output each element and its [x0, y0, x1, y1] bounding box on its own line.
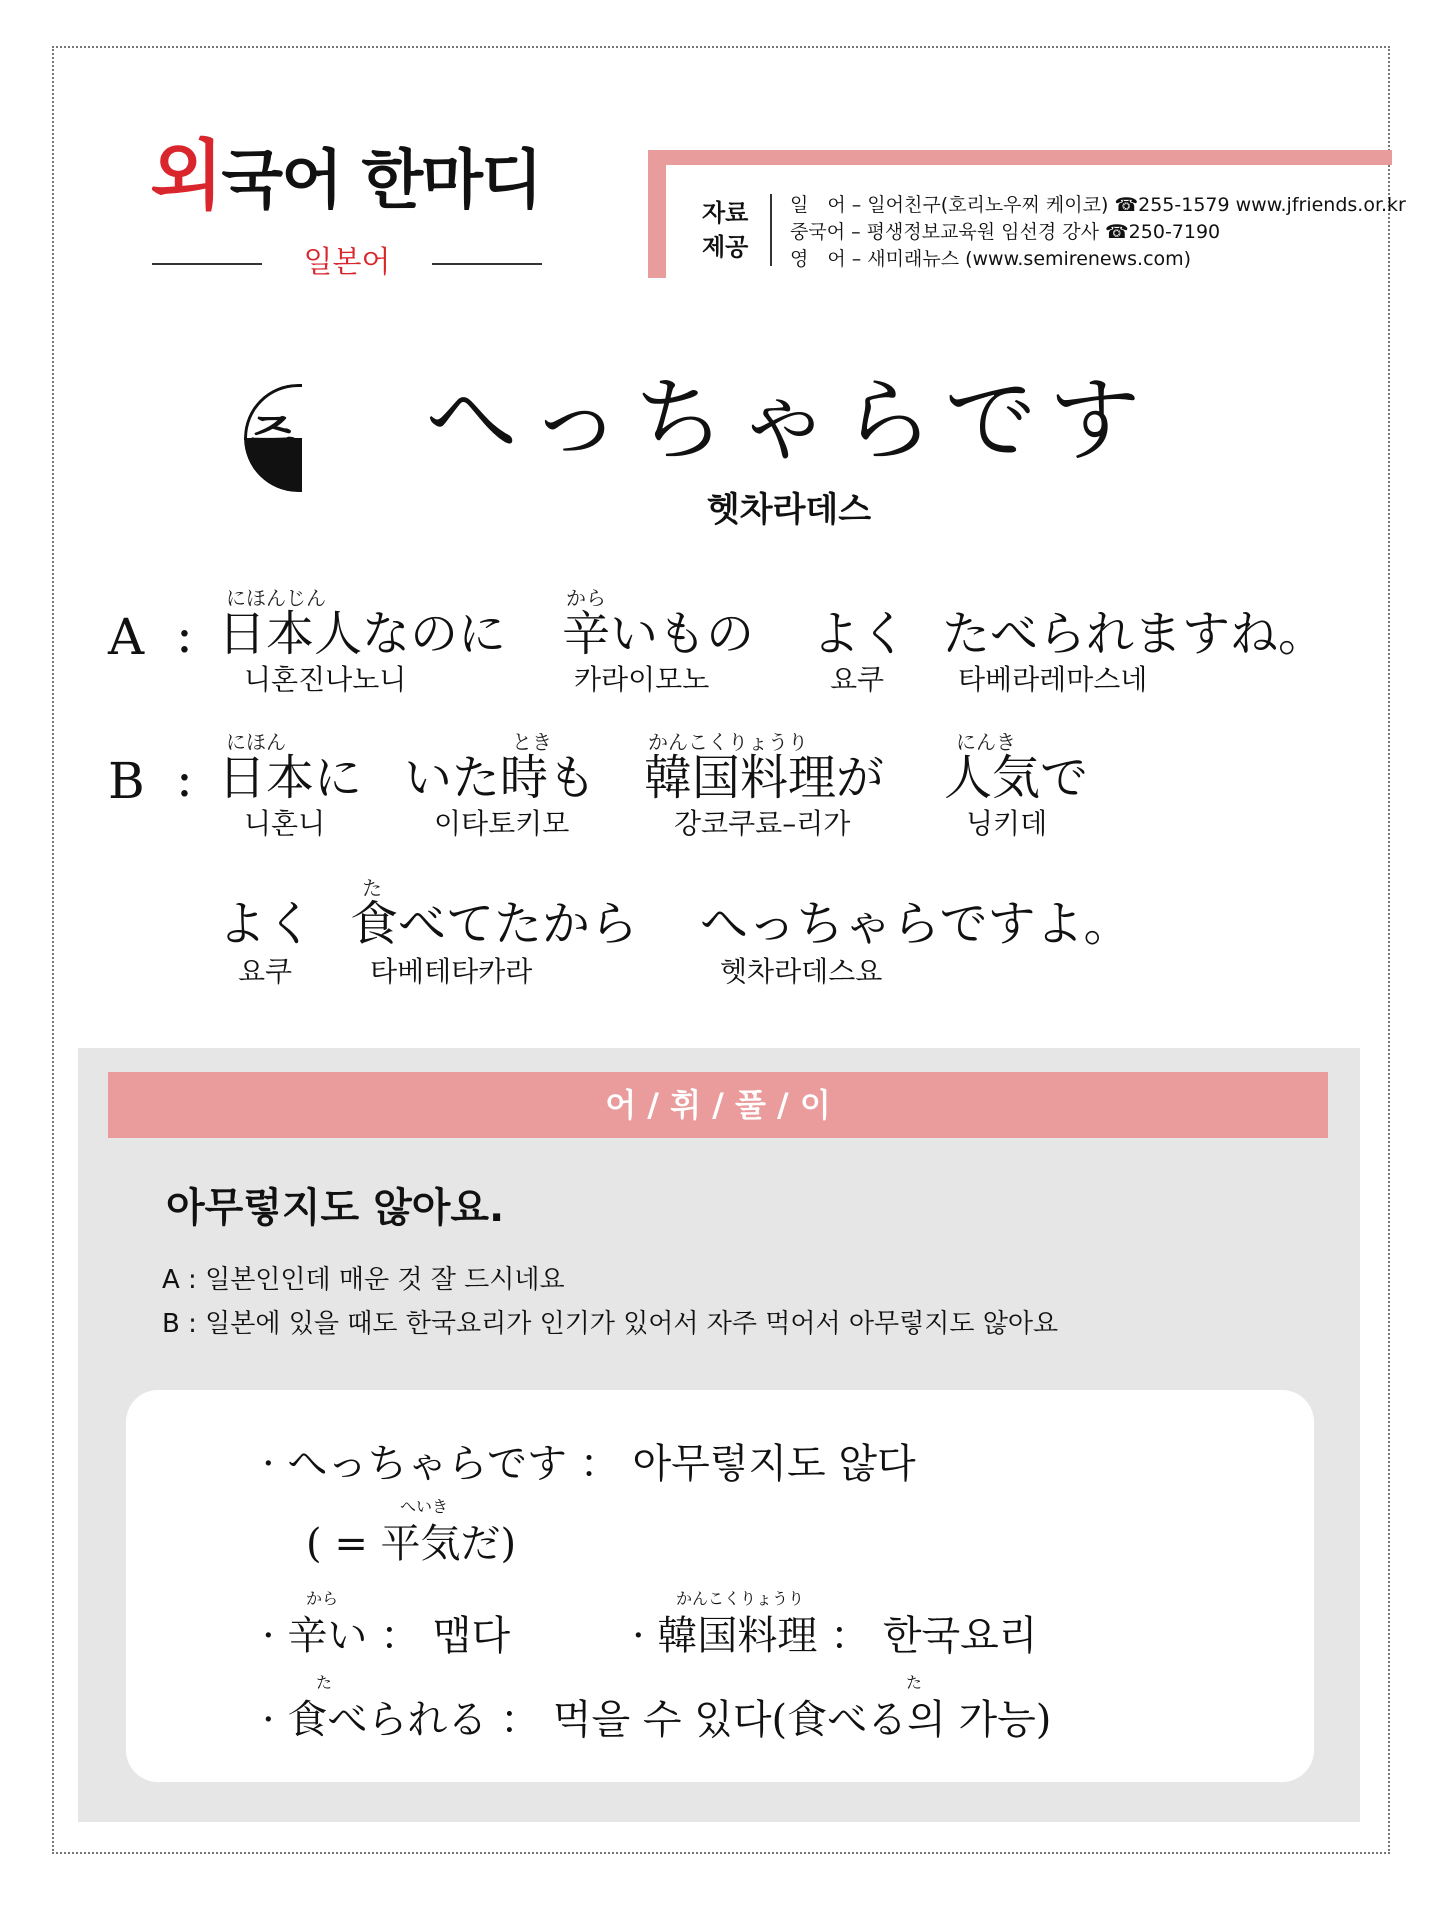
korean-reading: 강코쿠료–리가	[674, 807, 851, 840]
furigana: から	[306, 1589, 339, 1608]
series-title-rest: 국어 한마디	[221, 144, 541, 218]
series-title	[150, 131, 541, 220]
phrase-reading: 헷차라데스	[706, 490, 872, 530]
vocab-item: · 辛い ： 맵다	[262, 1613, 511, 1659]
vocab-item: · へっちゃらです ： 아무렇지도 않다	[262, 1441, 916, 1487]
dialogue-segment: 日本人なのに	[218, 606, 507, 662]
dialogue-segment: 日本に	[218, 750, 363, 806]
furigana: た	[316, 1673, 333, 1692]
dialogue-segment: いた時も	[404, 750, 597, 806]
dialogue-segment: 人気で	[944, 750, 1089, 806]
source-divider	[770, 194, 772, 266]
vocab-item: · 韓国料理 ： 한국요리	[632, 1613, 1038, 1659]
furigana: にほんじん	[226, 586, 326, 610]
dialogue-segment: たべられますね。	[942, 606, 1327, 662]
korean-reading: 요쿠	[238, 955, 293, 988]
korean-reading: 타베테타카라	[370, 955, 533, 988]
speaker-a-colon: :	[176, 606, 193, 664]
korean-reading: 니혼진나노니	[244, 663, 407, 696]
source-list	[790, 192, 1406, 273]
korean-reading: 헷차라데스요	[720, 955, 883, 988]
korean-reading: 닝키데	[966, 807, 1048, 840]
dialogue-segment: 辛いもの	[562, 606, 755, 662]
vocab-item: · 食べられる ： 먹을 수 있다(食べる의 가능)	[262, 1697, 1052, 1743]
speaker-b: B	[108, 752, 145, 810]
divider	[432, 263, 542, 265]
furigana: た	[362, 876, 382, 900]
vocab-headline: 아무렇지도 않아요.	[166, 1185, 505, 1231]
translation-a: A : 일본인인데 매운 것 잘 드시네요	[162, 1265, 565, 1295]
translation-b: B : 일본에 있을 때도 한국요리가 인기가 있어서 자주 먹어서 아무렇지도 않아요	[162, 1309, 1059, 1339]
korean-reading: 카라이모노	[574, 663, 710, 696]
source-box-top-bar	[648, 150, 1392, 165]
furigana: にんき	[956, 730, 1016, 754]
furigana: かんこくりょうり	[648, 730, 808, 754]
korean-reading: 요쿠	[830, 663, 885, 696]
korean-reading: 이타토키모	[434, 807, 570, 840]
source-label-line1: 자료	[702, 199, 749, 227]
source-chinese: 중국어 – 평생정보교육원 임선경 강사 ☎250-7190	[790, 221, 1221, 243]
language-label: 일본어	[303, 245, 391, 280]
furigana: へいき	[400, 1497, 449, 1516]
badge-char: 주	[250, 410, 296, 464]
source-label	[702, 196, 748, 264]
vocab-translation	[162, 1258, 1058, 1346]
dialogue-segment: へっちゃらですよ。	[700, 896, 1132, 952]
korean-reading: 니혼니	[244, 807, 326, 840]
speaker-b-colon: :	[176, 750, 193, 808]
korean-reading: 타베라레마스네	[958, 663, 1148, 696]
source-english: 영 어 – 새미래뉴스 (www.semirenews.com)	[790, 248, 1192, 270]
furigana: かんこくりょうり	[676, 1589, 805, 1608]
series-title-first-char: 외	[150, 131, 222, 220]
language-subtitle	[152, 245, 542, 280]
furigana: にほん	[226, 730, 286, 754]
furigana: た	[906, 1673, 923, 1692]
source-japanese: 일 어 – 일어친구(호리노우찌 케이코) ☎255-1579 www.jfriends.or.kr	[790, 194, 1406, 216]
furigana: から	[566, 586, 606, 610]
phrase-title: へっちゃらです	[425, 367, 1153, 474]
dialogue-segment: 食べてたから	[350, 896, 639, 952]
vocab-bar-title: 어 / 휘 / 풀 / 이	[108, 1072, 1328, 1138]
source-box-side-bar	[648, 150, 666, 278]
dialogue-segment: よく	[812, 606, 909, 662]
source-label-line2: 제공	[702, 233, 749, 261]
speaker-a: A	[108, 608, 145, 666]
dialogue-segment: 韓国料理が	[644, 750, 885, 806]
vocab-item: ( = 平気だ)	[306, 1521, 517, 1567]
dialogue-segment: よく	[218, 896, 315, 952]
furigana: とき	[512, 730, 552, 754]
